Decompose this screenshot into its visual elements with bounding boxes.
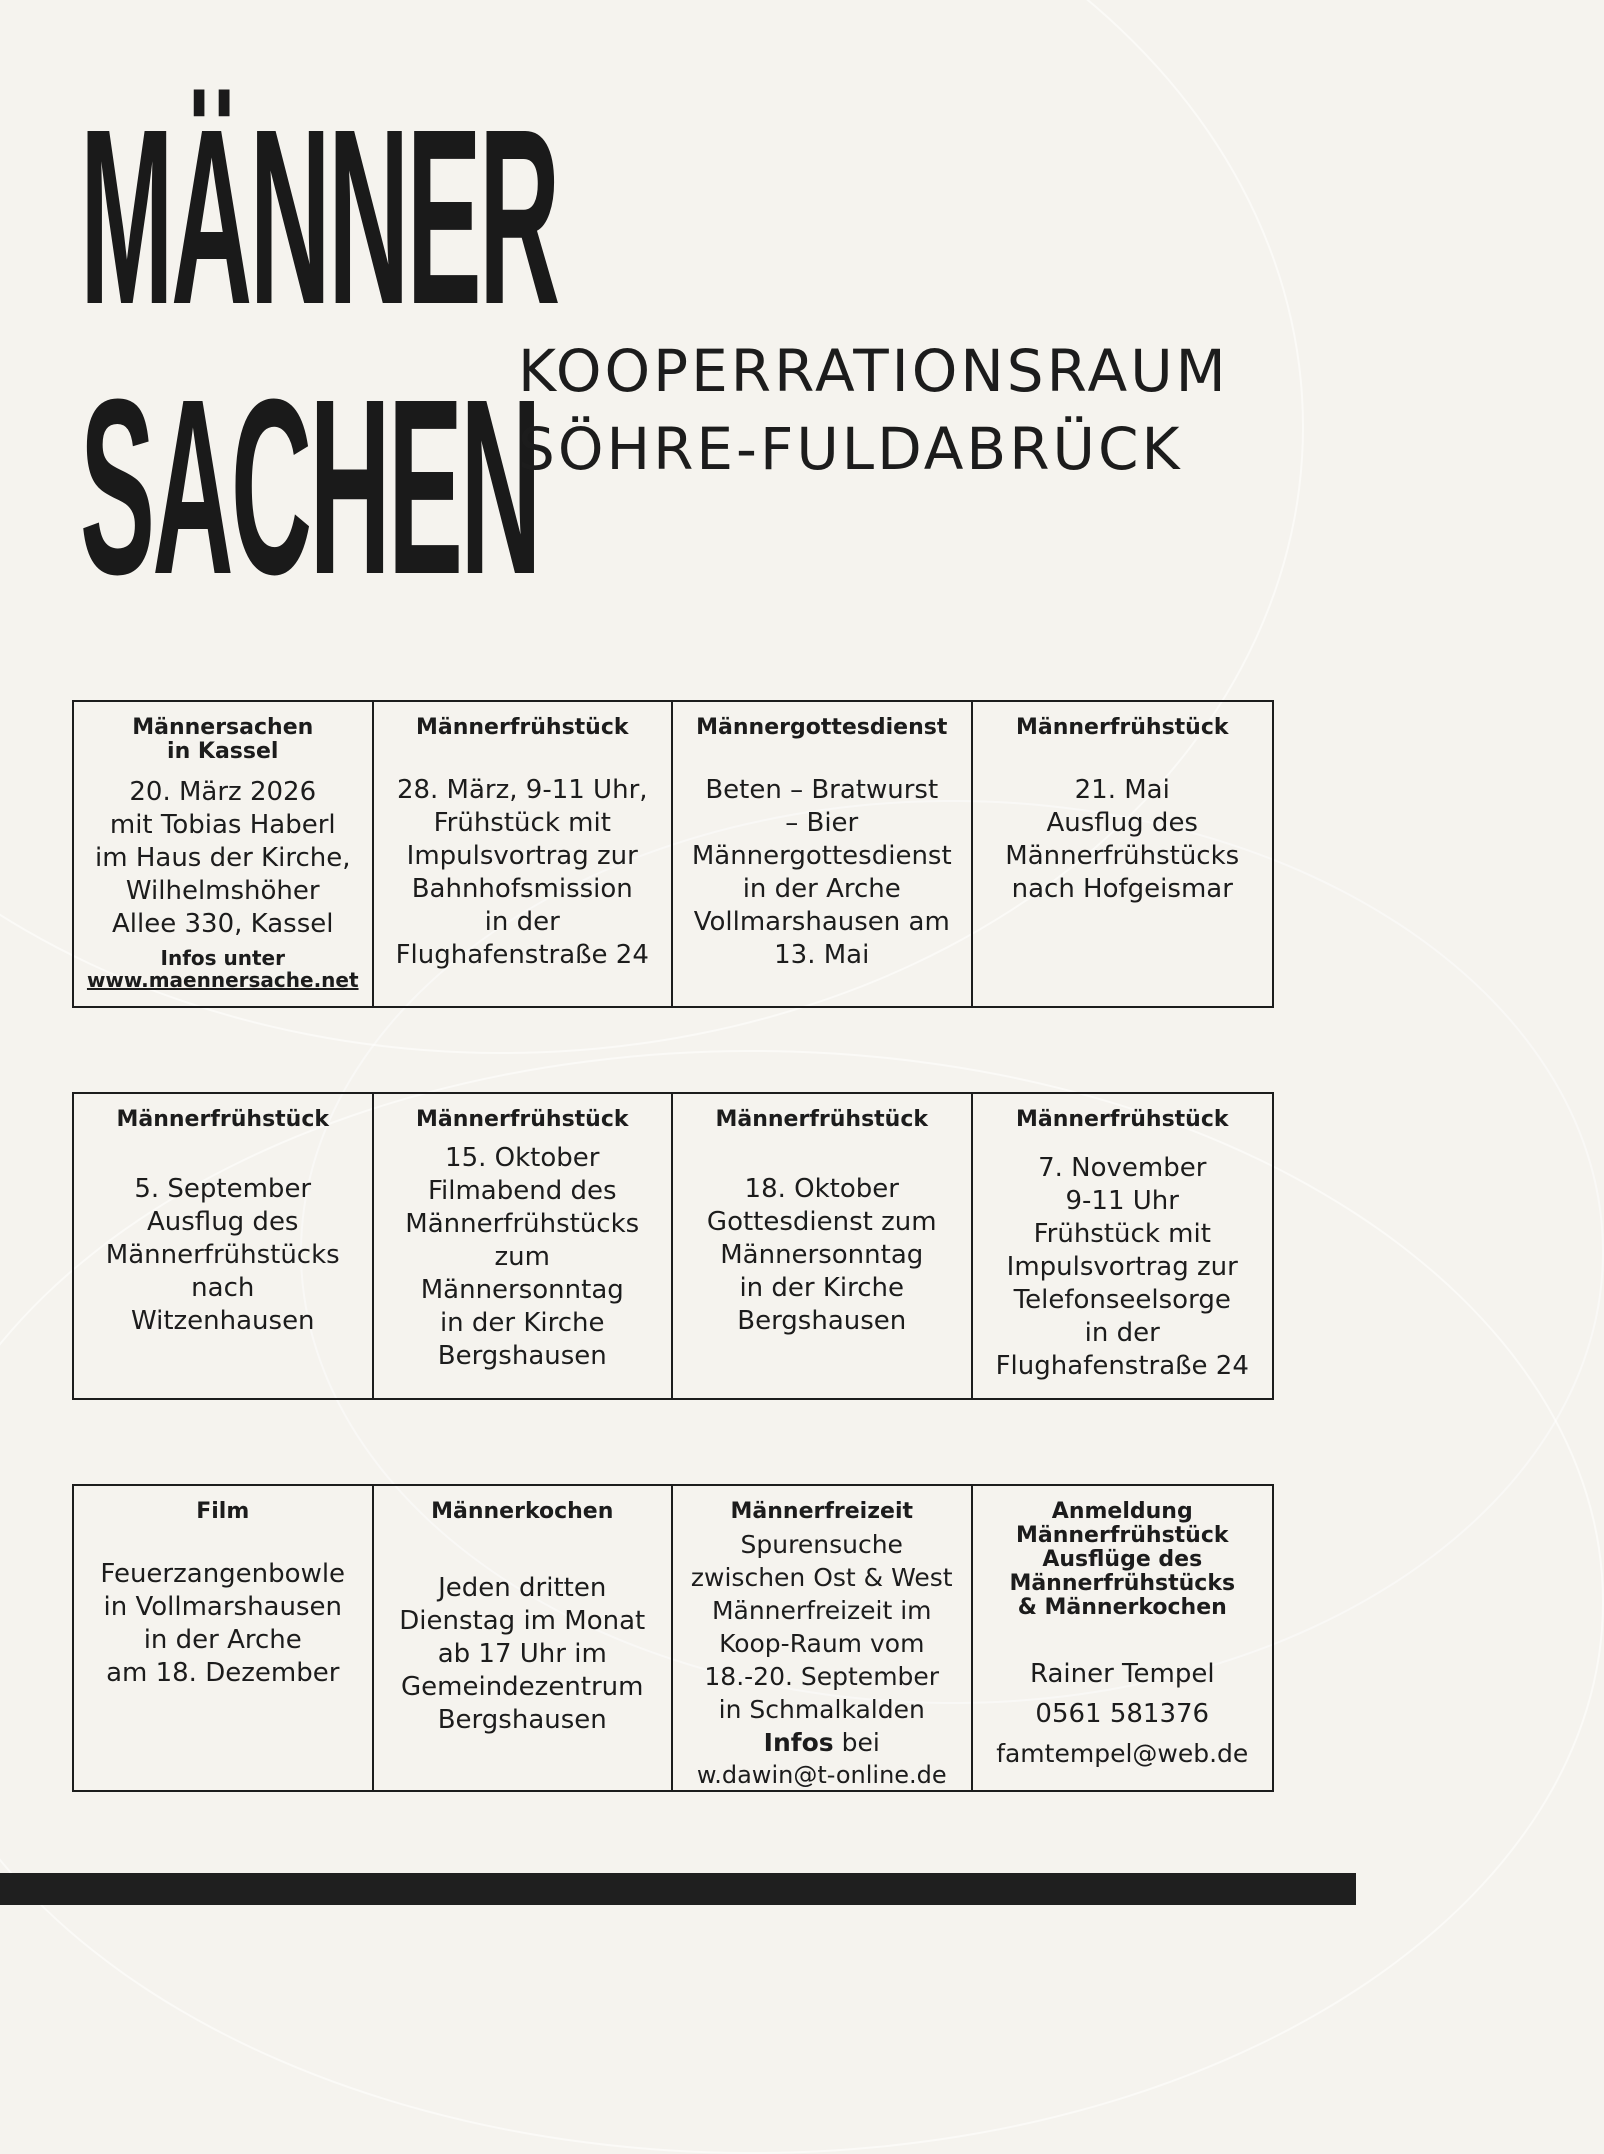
event-description: 28. März, 9-11 Uhr, Frühstück mit Impulsvortrag zur Bahnhofsmission in der Flughafenstraße 24	[395, 775, 649, 970]
event-cell	[973, 1094, 1273, 1398]
heading-line-2: SÖHRE-FULDABRÜCK	[518, 415, 1183, 483]
contact-name: Rainer Tempel	[1029, 1659, 1215, 1689]
event-title: Männerkochen	[431, 1499, 614, 1524]
infos-line	[764, 1726, 880, 1759]
website-link[interactable]: www.maennersache.net	[86, 968, 359, 992]
event-cell	[374, 1094, 674, 1398]
event-title: Männerfrühstück	[1015, 715, 1229, 740]
event-cell	[673, 1094, 973, 1398]
event-cell	[973, 1486, 1273, 1792]
event-description: 20. März 2026 mit Tobias Haberl im Haus der Kirche, Wilhelmshöher Allee 330, Kassel	[95, 777, 351, 939]
logo-line-1: MÄNNER	[80, 77, 558, 356]
event-title: Film	[196, 1499, 250, 1524]
heading-line-1: KOOPERRATIONSRAUM	[518, 337, 1229, 405]
event-description: 21. Mai Ausflug des Männerfrühstücks nach Hofgeismar	[1005, 775, 1240, 904]
event-cell	[673, 1486, 973, 1792]
infos-label: Infos	[763, 1728, 834, 1757]
schedule-row-2	[72, 1092, 1274, 1400]
event-description: 5. September Ausflug des Männerfrühstücks nach Witzenhausen	[105, 1173, 340, 1336]
contact-email[interactable]: famtempel@web.de	[996, 1739, 1249, 1768]
event-description: Spurensuche zwischen Ost & West Männerfreizeit im Koop-Raum vom 18.-20. September in Schmalkalden	[690, 1530, 953, 1724]
logo-line-2: SACHEN	[80, 347, 539, 626]
maennersachen-logo	[80, 77, 558, 626]
event-title: Männerfrühstück	[715, 1107, 929, 1132]
event-description: Feuerzangenbowle in Vollmarshausen in der Arche am 18. Dezember	[100, 1559, 346, 1688]
footer-bar	[0, 1873, 1356, 1905]
event-cell	[74, 1094, 374, 1398]
schedule-row-1	[72, 700, 1274, 1008]
event-description: 18. Oktober Gottesdienst zum Männersonntag in der Kirche Bergshausen	[706, 1173, 937, 1336]
event-title: Männergottesdienst	[696, 715, 948, 740]
event-title: Männerfreizeit	[730, 1499, 913, 1524]
event-title: Männerfrühstück	[415, 1107, 629, 1132]
event-title: Männerfrühstück	[1015, 1107, 1229, 1132]
schedule-row-3	[72, 1484, 1274, 1792]
event-cell	[374, 702, 674, 1006]
contact-email[interactable]: w.dawin@t-online.de	[696, 1761, 947, 1789]
event-description: 15. Oktober Filmabend des Männerfrühstücks zum Männersonntag in der Kirche Bergshausen	[405, 1143, 640, 1371]
infos-suffix: bei	[833, 1728, 880, 1757]
event-title: Männerfrühstück	[415, 715, 629, 740]
event-cell	[74, 1486, 374, 1792]
event-cell	[374, 1486, 674, 1792]
event-title: Anmeldung Männerfrühstück Ausflüge des Männerfrühstücks & Männerkochen	[1009, 1499, 1236, 1620]
event-cell	[973, 702, 1273, 1006]
event-cell	[74, 702, 374, 1006]
page-heading	[518, 332, 1318, 488]
event-description: Jeden dritten Dienstag im Monat ab 17 Uhr im Gemeindezentrum Bergshausen	[399, 1573, 646, 1735]
event-title: Männerfrühstück	[116, 1107, 330, 1132]
event-cell	[673, 702, 973, 1006]
event-description: 7. November 9-11 Uhr Frühstück mit Impulsvortrag zur Telefonseelsorge in der Flughafenstraße 24	[995, 1153, 1249, 1381]
contact-phone: 0561 581376	[1035, 1699, 1210, 1729]
event-title: Männersachen in Kassel	[132, 715, 314, 764]
event-description: Beten – Bratwurst – Bier Männergottesdienst in der Arche Vollmarshausen am 13. Mai	[691, 775, 952, 970]
info-label: Infos unter	[160, 946, 285, 970]
